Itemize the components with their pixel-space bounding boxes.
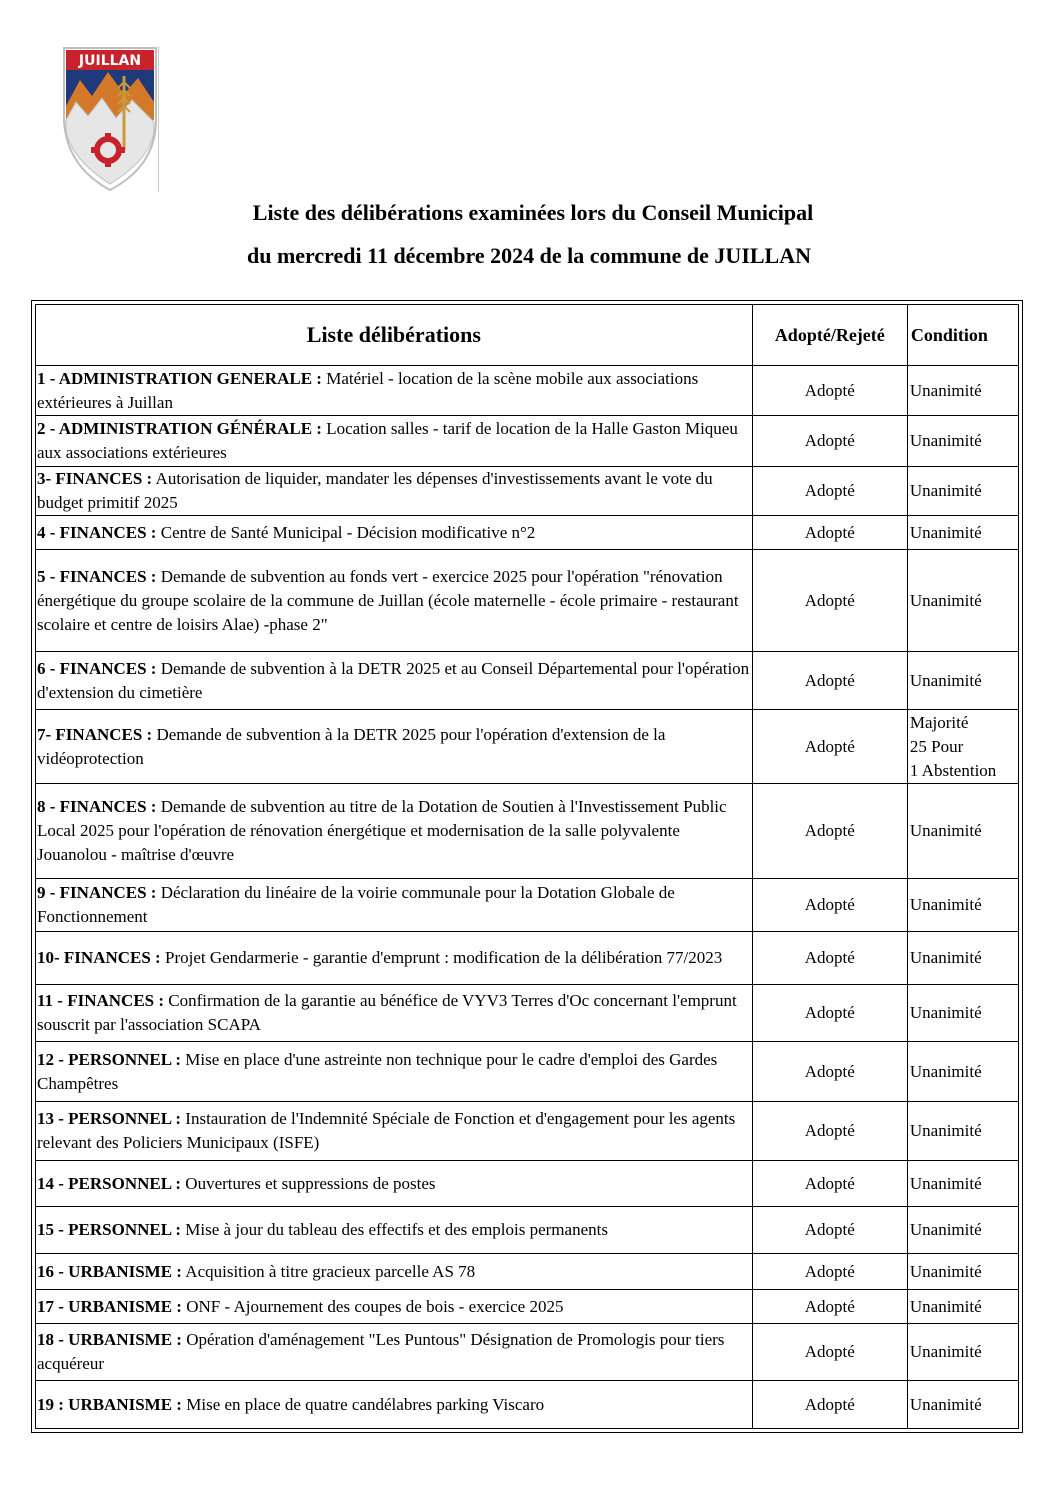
deliberation-description xyxy=(36,784,753,879)
condition-line: Majorité xyxy=(909,712,969,732)
deliberation-description xyxy=(36,1102,753,1161)
deliberation-description xyxy=(36,1290,753,1324)
deliberation-text: Matériel - location de la scène mobile aux associations extérieures à Juillan xyxy=(37,368,699,412)
deliberation-text: Opération d'aménagement "Les Puntous" Désignation de Promologis pour tiers acquéreur xyxy=(37,1330,725,1373)
deliberation-description xyxy=(36,652,753,710)
deliberation-description xyxy=(36,1161,753,1207)
deliberation-status: Adopté xyxy=(752,985,907,1042)
deliberation-text: Mise à jour du tableau des effectifs et des emplois permanents xyxy=(181,1220,608,1239)
table-row xyxy=(36,1254,1019,1290)
deliberation-status: Adopté xyxy=(752,1324,907,1381)
deliberation-condition xyxy=(907,1161,1018,1207)
deliberation-status: Adopté xyxy=(752,1161,907,1207)
deliberation-text: Demande de subvention au titre de la Dotation de Soutien à l'Investissement Public Local 2025 pour l'opération de rénovation énergétique et modernisation de la salle polyvalente Jouanolou - maîtrise d'œuvre xyxy=(37,797,727,864)
deliberation-description xyxy=(36,932,753,985)
table-body xyxy=(36,366,1019,1429)
deliberation-label: 15 - PERSONNEL : xyxy=(37,1220,182,1239)
deliberation-text: Demande de subvention au fonds vert - exercice 2025 pour l'opération "rénovation énergétique du groupe scolaire de la commune de Juillan (école maternelle - école primaire - restaurant scolaire et centre de loisirs Alae) -phase 2" xyxy=(37,566,739,634)
deliberation-status: Adopté xyxy=(752,784,907,879)
condition-line: Unanimité xyxy=(909,1061,982,1081)
table-row xyxy=(36,1042,1019,1102)
deliberation-status: Adopté xyxy=(752,467,907,516)
deliberation-text: Instauration de l'Indemnité Spéciale de Fonction et d'engagement pour les agents relevant des Policiers Municipaux (ISFE) xyxy=(37,1109,736,1152)
condition-line: 25 Pour xyxy=(909,736,964,756)
deliberation-label: 9 - FINANCES : xyxy=(37,883,157,902)
deliberation-text: ONF - Ajournement des coupes de bois - exercice 2025 xyxy=(181,1296,564,1316)
deliberation-condition xyxy=(907,416,1018,467)
deliberation-description xyxy=(36,1324,753,1381)
deliberation-description xyxy=(36,516,753,550)
deliberation-text: Mise en place d'une astreinte non technique pour le cadre d'emploi des Gardes Champêtres xyxy=(37,1049,718,1093)
deliberation-condition xyxy=(907,932,1018,985)
deliberation-status: Adopté xyxy=(752,516,907,550)
deliberation-text: Projet Gendarmerie - garantie d'emprunt : modification de la délibération 77/2023 xyxy=(160,948,723,967)
condition-line: Unanimité xyxy=(909,1296,982,1316)
deliberation-status: Adopté xyxy=(752,416,907,467)
deliberation-status: Adopté xyxy=(752,1102,907,1161)
table-row xyxy=(36,550,1019,652)
table-row xyxy=(36,879,1019,932)
deliberations-table xyxy=(35,304,1019,1429)
deliberation-status: Adopté xyxy=(752,1381,907,1429)
deliberation-status: Adopté xyxy=(752,652,907,710)
logo-divider xyxy=(158,46,159,192)
deliberation-text: Déclaration du linéaire de la voirie communale pour la Dotation Globale de Fonctionnement xyxy=(37,883,675,926)
header-list: Liste délibérations xyxy=(36,305,753,366)
deliberation-text: Autorisation de liquider, mandater les dépenses d'investissements avant le vote du budget primitif 2025 xyxy=(37,469,713,512)
deliberation-text: Acquisition à titre gracieux parcelle AS 78 xyxy=(181,1261,476,1281)
condition-line: Unanimité xyxy=(909,821,982,840)
deliberation-description xyxy=(36,879,753,932)
deliberation-label: 5 - FINANCES : xyxy=(37,566,157,586)
deliberation-condition xyxy=(907,1324,1018,1381)
deliberation-condition xyxy=(907,366,1018,416)
deliberation-description xyxy=(36,985,753,1042)
deliberation-label: 13 - PERSONNEL : xyxy=(37,1109,182,1128)
deliberation-description xyxy=(36,550,753,652)
condition-line: Unanimité xyxy=(909,670,982,690)
condition-line: Unanimité xyxy=(909,431,982,450)
deliberation-label: 19 : URBANISME : xyxy=(37,1394,182,1414)
deliberation-condition xyxy=(907,1381,1018,1429)
deliberation-condition xyxy=(907,1207,1018,1254)
table-header-row xyxy=(36,305,1019,366)
deliberation-text: Confirmation de la garantie au bénéfice de VYV3 Terres d'Oc concernant l'emprunt souscrit par l'association SCAPA xyxy=(37,991,737,1034)
table-row xyxy=(36,366,1019,416)
deliberation-condition xyxy=(907,784,1018,879)
condition-line: Unanimité xyxy=(909,1173,982,1193)
deliberation-label: 11 - FINANCES : xyxy=(37,991,165,1010)
table-row xyxy=(36,784,1019,879)
deliberation-text: Mise en place de quatre candélabres parking Viscaro xyxy=(181,1394,545,1414)
deliberation-description xyxy=(36,1042,753,1102)
deliberation-status: Adopté xyxy=(752,879,907,932)
table-row xyxy=(36,932,1019,985)
deliberation-status: Adopté xyxy=(752,932,907,985)
deliberation-label: 1 - ADMINISTRATION GENERALE : xyxy=(37,368,322,388)
deliberation-status: Adopté xyxy=(752,1290,907,1324)
deliberation-label: 16 - URBANISME : xyxy=(37,1261,182,1281)
deliberation-condition xyxy=(907,879,1018,932)
deliberation-condition xyxy=(907,1042,1018,1102)
deliberation-condition xyxy=(907,1254,1018,1290)
deliberation-status: Adopté xyxy=(752,710,907,784)
deliberation-description xyxy=(36,710,753,784)
juillan-shield-icon xyxy=(62,46,160,192)
deliberation-label: 18 - URBANISME : xyxy=(37,1330,182,1349)
deliberation-text: Demande de subvention à la DETR 2025 et au Conseil Départemental pour l'opération d'extension du cimetière xyxy=(37,658,750,702)
condition-line: Unanimité xyxy=(909,380,982,400)
table-row xyxy=(36,1324,1019,1381)
deliberation-label: 4 - FINANCES : xyxy=(37,522,157,542)
deliberation-status: Adopté xyxy=(752,550,907,652)
header-condition: Condition xyxy=(907,305,1018,366)
deliberation-condition xyxy=(907,550,1018,652)
table-row xyxy=(36,1102,1019,1161)
deliberation-condition xyxy=(907,652,1018,710)
deliberation-description xyxy=(36,416,753,467)
deliberation-status: Adopté xyxy=(752,1207,907,1254)
deliberation-description xyxy=(36,467,753,516)
deliberation-text: Demande de subvention à la DETR 2025 pour l'opération d'extension de la vidéoprotection xyxy=(37,724,666,768)
deliberation-label: 6 - FINANCES : xyxy=(37,658,157,678)
table-row xyxy=(36,985,1019,1042)
table-row xyxy=(36,710,1019,784)
deliberation-description xyxy=(36,1381,753,1429)
table-row xyxy=(36,652,1019,710)
deliberation-description xyxy=(36,366,753,416)
condition-line: Unanimité xyxy=(909,1220,982,1239)
condition-line: Unanimité xyxy=(909,1121,982,1140)
table-row xyxy=(36,467,1019,516)
condition-line: Unanimité xyxy=(909,1003,982,1022)
condition-line: Unanimité xyxy=(909,1394,982,1414)
deliberation-label: 12 - PERSONNEL : xyxy=(37,1049,182,1069)
deliberation-condition xyxy=(907,1102,1018,1161)
deliberations-table-frame xyxy=(31,300,1023,1433)
table-row xyxy=(36,516,1019,550)
logo-text: JUILLAN xyxy=(78,53,142,69)
condition-line: Unanimité xyxy=(909,590,982,610)
deliberation-label: 14 - PERSONNEL : xyxy=(37,1173,182,1193)
condition-line: Unanimité xyxy=(909,895,982,914)
deliberation-label: 2 - ADMINISTRATION GÉNÉRALE : xyxy=(37,419,322,438)
condition-line: Unanimité xyxy=(909,1342,982,1361)
deliberation-condition xyxy=(907,985,1018,1042)
deliberation-text: Location salles - tarif de location de la Halle Gaston Miqueu aux associations extérieures xyxy=(37,419,738,462)
condition-line: Unanimité xyxy=(909,948,982,967)
deliberation-condition xyxy=(907,467,1018,516)
header-status: Adopté/Rejeté xyxy=(752,305,907,366)
table-row xyxy=(36,1290,1019,1324)
deliberation-label: 17 - URBANISME : xyxy=(37,1296,182,1316)
deliberation-condition xyxy=(907,516,1018,550)
condition-line: Unanimité xyxy=(909,481,982,500)
table-row xyxy=(36,1207,1019,1254)
deliberation-status: Adopté xyxy=(752,1254,907,1290)
document-title-line1: Liste des délibérations examinées lors du Conseil Municipal xyxy=(252,200,814,225)
deliberation-status: Adopté xyxy=(752,366,907,416)
table-row xyxy=(36,416,1019,467)
deliberation-label: 3- FINANCES : xyxy=(37,469,153,488)
deliberation-label: 7- FINANCES : xyxy=(37,724,153,744)
condition-line: Unanimité xyxy=(909,1261,982,1281)
condition-line: 1 Abstention xyxy=(909,760,997,780)
deliberation-condition xyxy=(907,710,1018,784)
deliberation-description xyxy=(36,1254,753,1290)
condition-line: Unanimité xyxy=(909,522,982,542)
deliberation-status: Adopté xyxy=(752,1042,907,1102)
table-row xyxy=(36,1161,1019,1207)
deliberation-label: 10- FINANCES : xyxy=(37,948,161,967)
deliberation-text: Centre de Santé Municipal - Décision modificative n°2 xyxy=(156,522,536,542)
deliberation-description xyxy=(36,1207,753,1254)
document-title-line2: du mercredi 11 décembre 2024 de la commune de JUILLAN xyxy=(246,243,812,268)
deliberation-text: Ouvertures et suppressions de postes xyxy=(181,1173,436,1193)
juillan-logo xyxy=(62,46,160,192)
table-row xyxy=(36,1381,1019,1429)
deliberation-label: 8 - FINANCES : xyxy=(37,797,157,816)
deliberation-condition xyxy=(907,1290,1018,1324)
